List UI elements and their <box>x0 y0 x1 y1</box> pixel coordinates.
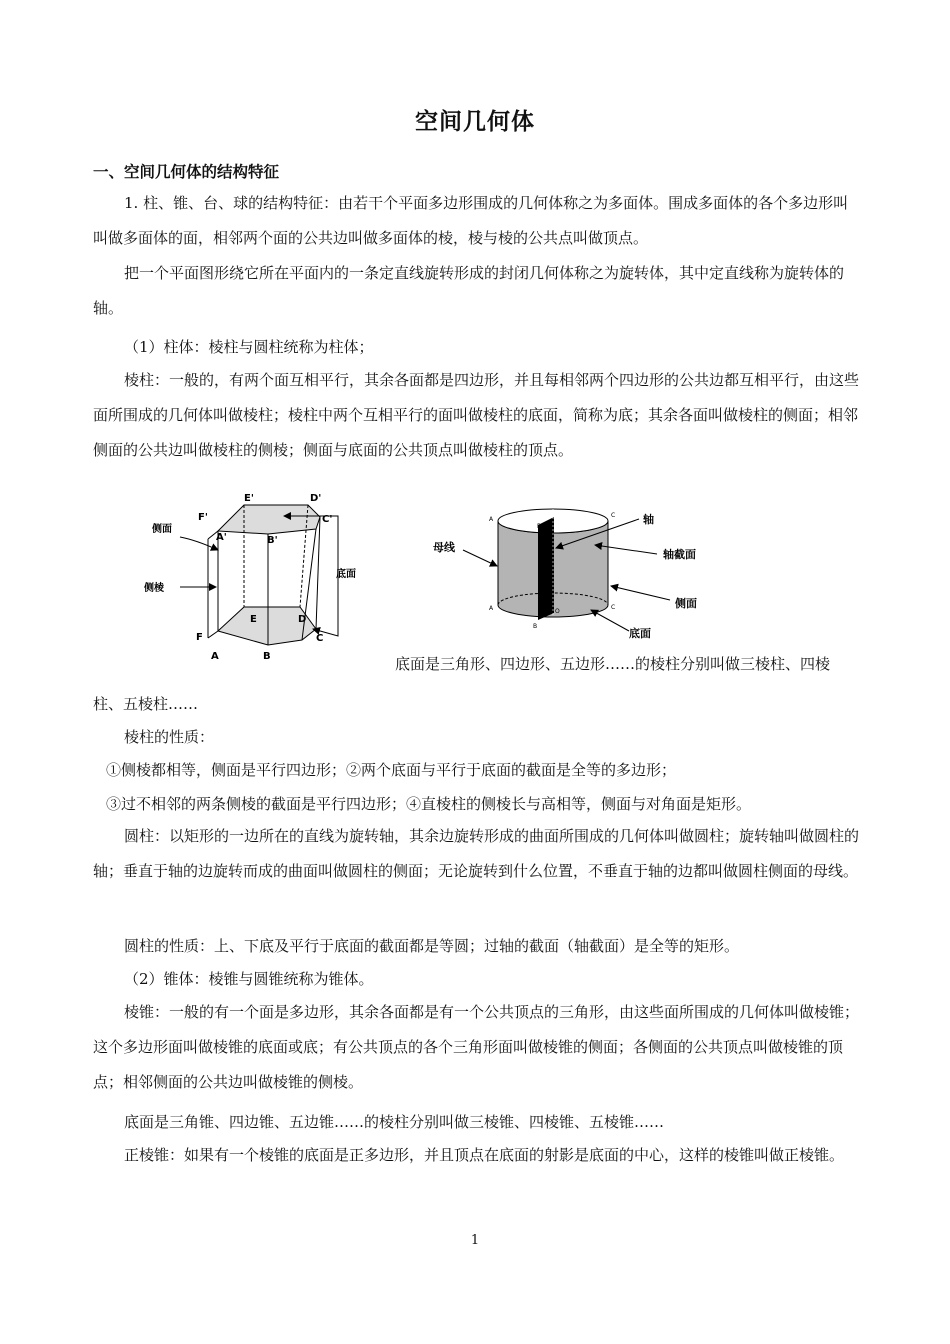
vertex-D: D <box>298 614 307 625</box>
generatrix-label: 母线 <box>433 541 455 554</box>
vertex-A: A <box>489 516 494 523</box>
side-edge-label: 侧棱 <box>144 583 164 594</box>
page-number: 1 <box>470 1233 480 1248</box>
subheading-pyramid-cone: （2）锥体：棱锥与圆锥统称为锥体。 <box>124 970 374 988</box>
paragraph-pyramid: 棱锥：一般的有一个面是多边形，其余各面都是有一个公共顶点的三角形，由这些面所围成的几何体叫做棱锥；这个多边形面叫做棱锥的底面或底；有公共顶点的各个三角形面叫做棱锥的侧面；各侧面的公共顶点叫做棱锥的顶点；相邻侧面的公共边叫做棱锥的侧棱。 <box>93 1003 860 1091</box>
vertex-B1: B' <box>267 535 278 546</box>
vertex-C1: C' <box>322 514 333 525</box>
pyramid-naming: 底面是三角锥、四边锥、五边锥……的棱柱分别叫做三棱锥、四棱锥、五棱锥…… <box>124 1113 665 1131</box>
vertex-B2: B <box>533 623 538 630</box>
paragraph-polyhedron: 1. 柱、锥、台、球的结构特征：由若干个平面多边形围成的几何体称之为多面体。围成多面体的各个多边形叫叫做多面体的面，相邻两个面的公共边叫做多面体的棱，棱与棱的公共点叫做顶点。 <box>93 194 849 247</box>
vertex-B: B <box>537 523 542 530</box>
axis-label: 轴 <box>643 513 654 526</box>
prism-figure <box>140 488 370 668</box>
vertex-F: F <box>196 632 203 643</box>
page-title: 空间几何体 <box>415 109 535 135</box>
vertex-C2: C <box>611 604 616 611</box>
side-face-label: 侧面 <box>675 597 697 610</box>
paragraph-cylinder: 圆柱：以矩形的一边所在的直线为旋转轴，其余边旋转形成的曲面所围成的几何体叫做圆柱；旋转轴叫做圆柱的轴；垂直于轴的边旋转而成的曲面叫做圆柱的侧面；无论旋转到什么位置，不垂直于轴的边都叫做圆柱侧面的母线。 <box>93 827 860 880</box>
top-face <box>218 505 320 534</box>
base-label: 底面 <box>336 569 356 580</box>
paragraph-prism: 棱柱：一般的，有两个面互相平行，其余各面都是四边形，并且每相邻两个四边形的公共边都互相平行，由这些面所围成的几何体叫做棱柱；棱柱中两个互相平行的面叫做棱柱的底面，简称为底；其余各面叫做棱柱的侧面；相邻侧面的公共边叫做棱柱的侧棱；侧面与底面的公共顶点叫做棱柱的顶点。 <box>93 371 860 459</box>
prism-property-3-4: ③过不相邻的两条侧棱的截面是平行四边形；④直棱柱的侧棱长与高相等，侧面与对角面是矩形。 <box>106 795 752 813</box>
paragraph-regular-pyramid: 正棱锥：如果有一个棱锥的底面是正多边形，并且顶点在底面的射影是底面的中心，这样的棱锥叫做正棱锥。 <box>124 1146 845 1164</box>
vertex-E: E <box>250 614 257 625</box>
cylinder-properties: 圆柱的性质：上、下底及平行于底面的截面都是等圆；过轴的截面（轴截面）是全等的矩形。 <box>124 937 740 955</box>
vertex-C: C <box>611 512 616 519</box>
subheading-prism-cylinder: （1）柱体：棱柱与圆柱统称为柱体； <box>124 338 374 356</box>
section-heading: 一、空间几何体的结构特征 <box>93 163 280 181</box>
prism-naming-line2: 柱、五棱柱…… <box>93 695 199 713</box>
bottom-face <box>218 607 316 645</box>
vertex-A: A <box>211 651 219 662</box>
paragraph-solid-of-revolution: 把一个平面图形绕它所在平面内的一条定直线旋转形成的封闭几何体称之为旋转体，其中定直线称为旋转体的轴。 <box>93 264 845 317</box>
prism-naming-line1: 底面是三角形、四边形、五边形……的棱柱分别叫做三棱柱、四棱 <box>395 655 831 673</box>
axial-section-label: 轴截面 <box>663 548 696 561</box>
base-label: 底面 <box>629 627 651 640</box>
vertex-C: C <box>316 633 324 644</box>
vertex-A1: A' <box>216 532 227 543</box>
side-face-label: 侧面 <box>152 524 172 535</box>
prism-properties-heading: 棱柱的性质： <box>124 728 215 746</box>
vertex-O: O <box>555 608 560 615</box>
cylinder-figure <box>425 488 725 650</box>
vertex-B: B <box>263 651 271 662</box>
vertex-D1: D' <box>310 493 322 504</box>
vertex-F1: F' <box>198 512 208 523</box>
axial-section <box>538 517 554 620</box>
vertex-A2: A <box>489 605 494 612</box>
prism-property-1-2: ①侧棱都相等，侧面是平行四边形；②两个底面与平行于底面的截面是全等的多边形； <box>106 761 677 779</box>
vertex-E1: E' <box>244 493 254 504</box>
